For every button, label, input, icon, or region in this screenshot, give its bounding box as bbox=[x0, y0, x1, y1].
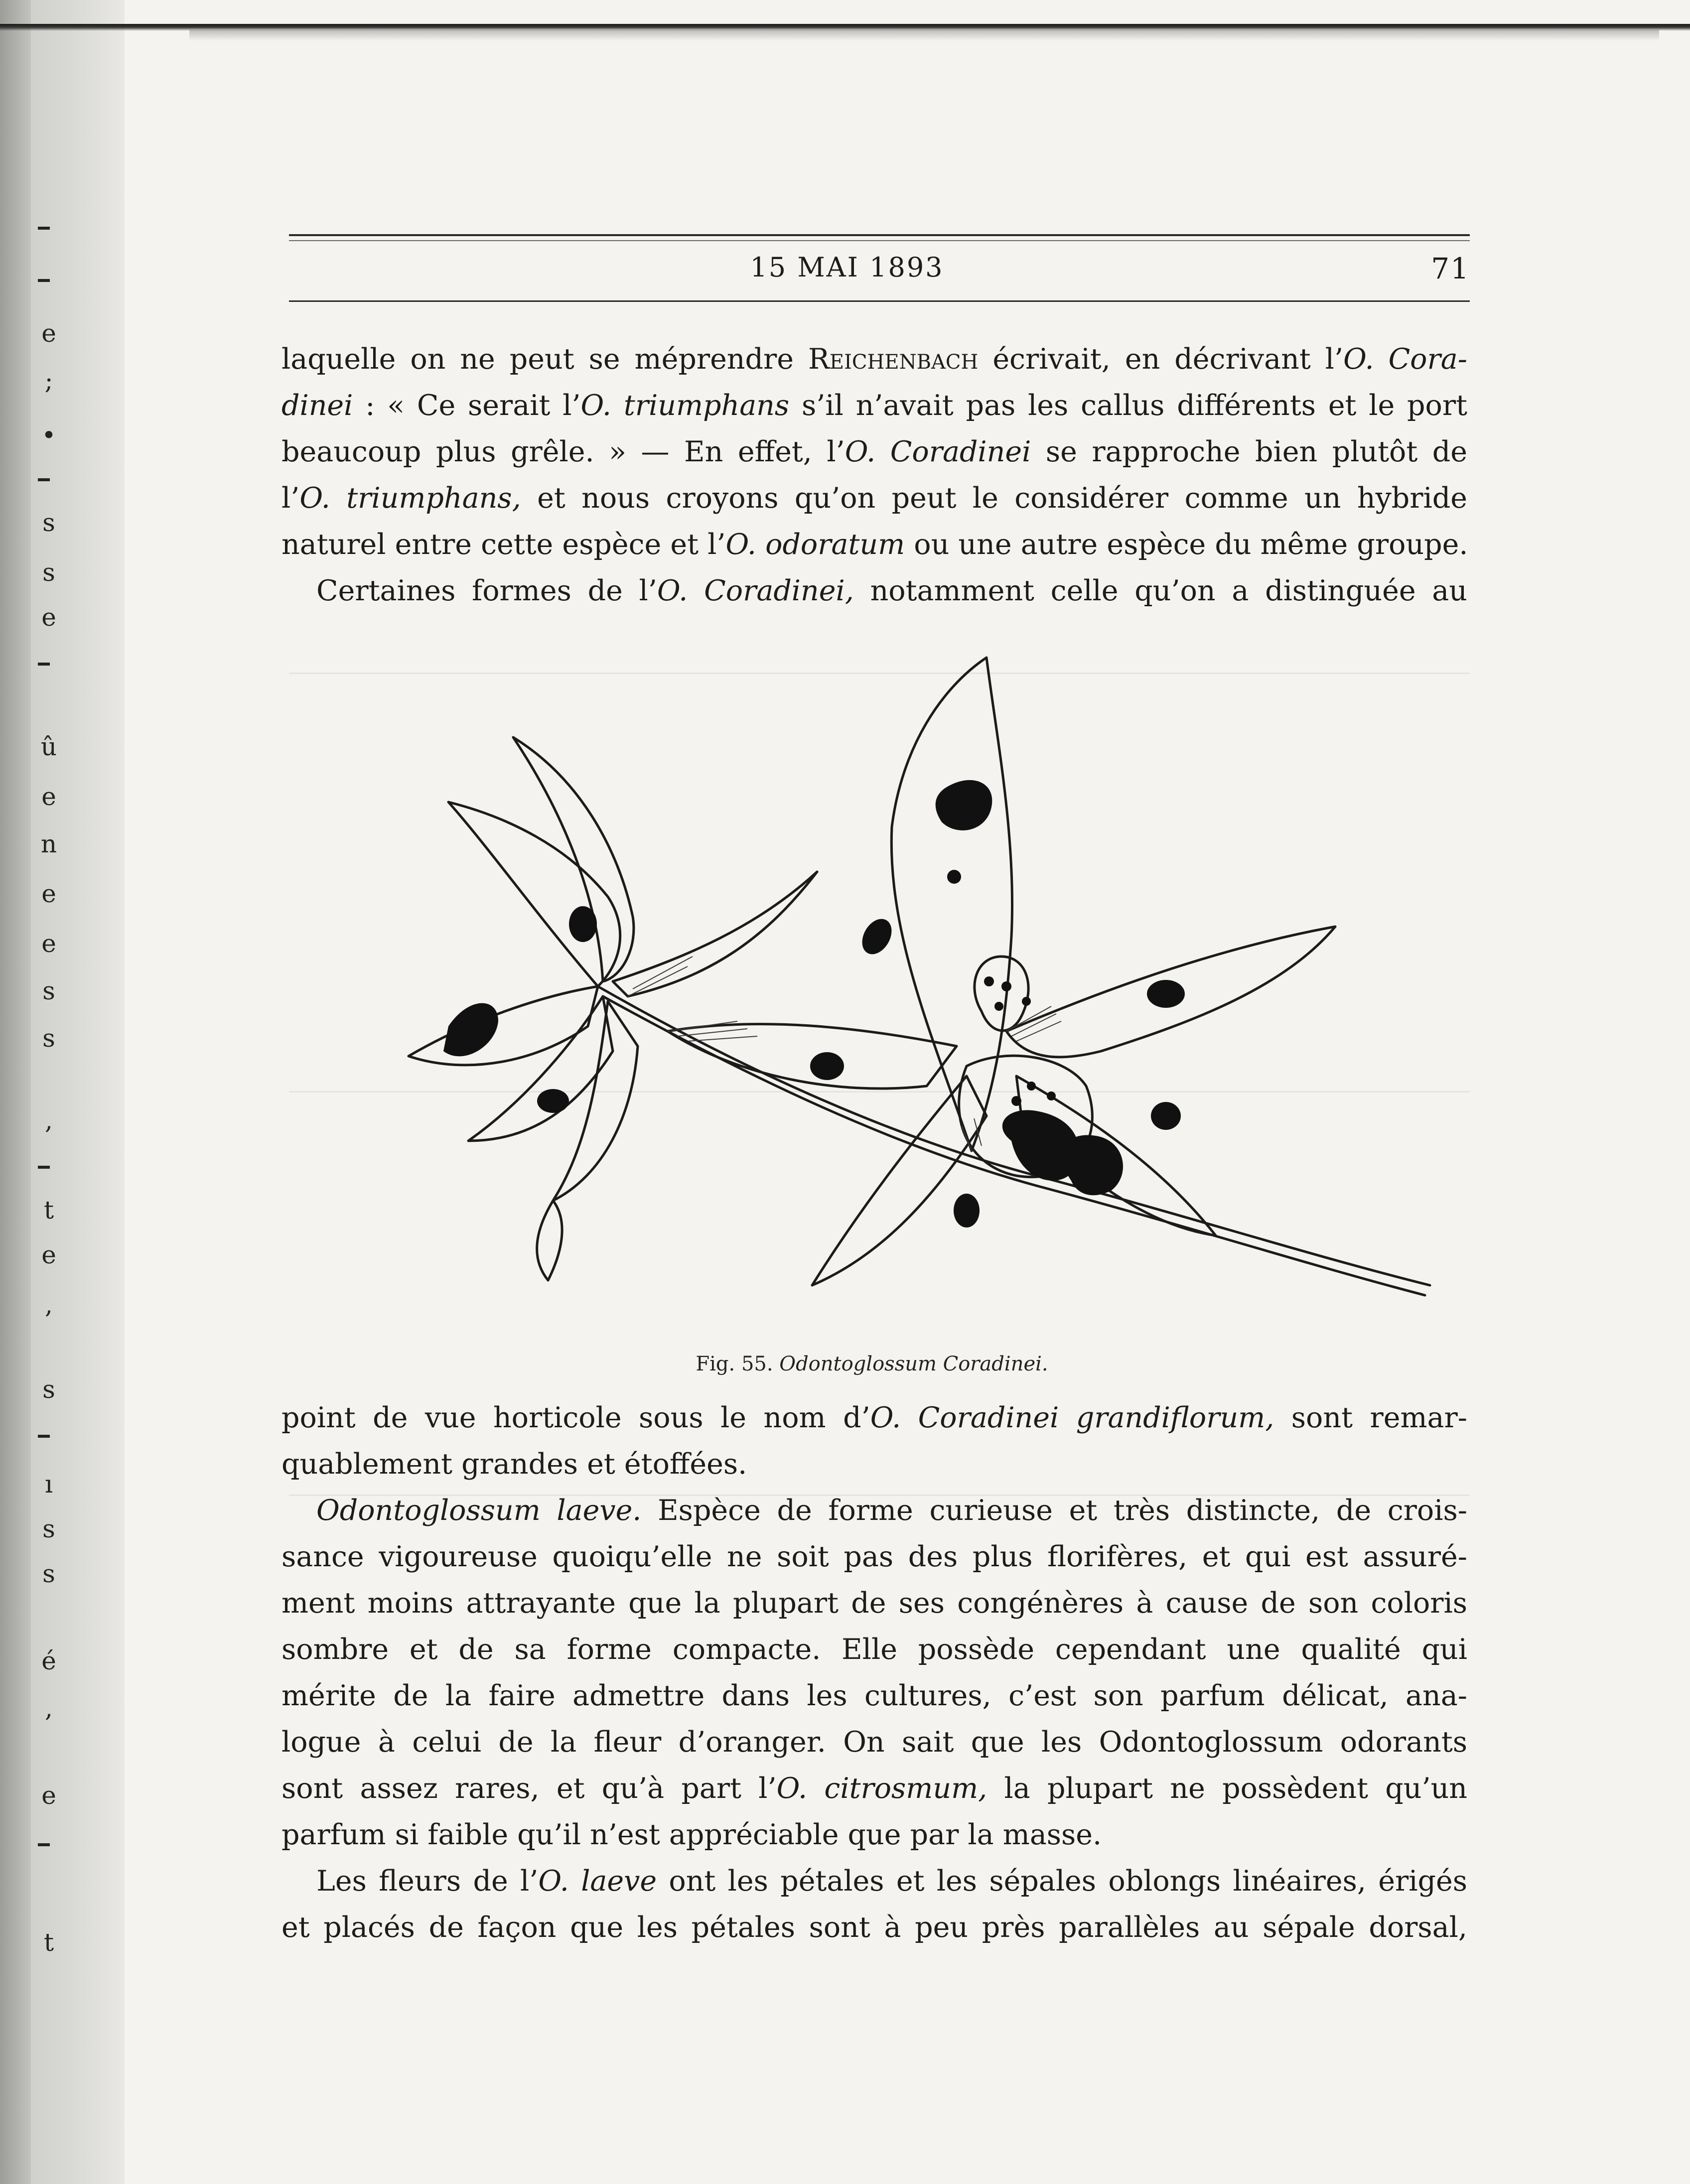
text-block-top bbox=[282, 336, 1467, 614]
text-line: sombre et de sa forme compacte. Elle possède cependant une qualité qui bbox=[282, 1633, 1467, 1666]
previous-page-margin bbox=[0, 0, 125, 2184]
species-name: O. Coradinei, bbox=[657, 574, 854, 607]
text-run: sont assez rares, et qu’à part l’ bbox=[282, 1772, 777, 1805]
text-run: Espèce de forme curieuse et très distincte, de crois- bbox=[641, 1494, 1467, 1527]
text-run: ont les pétales et les sépales oblongs linéaires, érigés bbox=[657, 1865, 1467, 1898]
species-name: Odontoglossum laeve. bbox=[316, 1494, 642, 1527]
text-run: se rapproche bien plutôt de bbox=[1031, 435, 1468, 468]
species-name: O. triumphans, bbox=[299, 482, 521, 515]
text-run: Les fleurs de l’ bbox=[316, 1865, 539, 1898]
species-name: O. citrosmum, bbox=[776, 1772, 987, 1805]
text-line: et placés de façon que les pétales sont à peu près parallèles au sépale dorsal, bbox=[282, 1911, 1467, 1944]
header-rule-bottom bbox=[289, 300, 1470, 302]
bleed-dash bbox=[38, 1166, 50, 1169]
bleed-glyph: e bbox=[41, 879, 56, 908]
bleed-glyph: s bbox=[42, 1375, 55, 1404]
bleed-glyph: s bbox=[42, 976, 55, 1005]
text-run: s’il n’avait pas les callus différents et le port bbox=[789, 389, 1467, 422]
text-line bbox=[282, 522, 1467, 568]
bleed-glyph: û bbox=[40, 732, 57, 761]
bleed-glyph: , bbox=[45, 1694, 53, 1723]
text-run: naturel entre cette espèce et l’ bbox=[282, 528, 726, 561]
text-line bbox=[282, 1858, 1467, 1905]
binding-shadow-fade bbox=[189, 30, 1659, 41]
text-run: point de vue horticole sous le nom d’ bbox=[282, 1401, 870, 1434]
text-run: ou une autre espèce du même groupe. bbox=[905, 528, 1468, 561]
header-rule-top bbox=[289, 234, 1470, 236]
text-line: ment moins attrayante que la plupart de ses congénères à cause de son coloris bbox=[282, 1587, 1467, 1620]
bleed-glyph: e bbox=[41, 1240, 56, 1269]
bleed-glyph: s bbox=[42, 508, 55, 537]
bleed-glyph: s bbox=[42, 1514, 55, 1543]
species-name: O. Cora- bbox=[1343, 343, 1467, 376]
bleed-glyph: t bbox=[43, 1196, 54, 1225]
bleed-glyph: , bbox=[45, 1106, 53, 1135]
bleed-dash bbox=[38, 1843, 50, 1846]
bleed-glyph: s bbox=[42, 1024, 55, 1053]
page-number: 71 bbox=[1431, 252, 1470, 285]
bleed-glyph: t bbox=[43, 1928, 54, 1957]
bleed-glyph: e bbox=[41, 603, 56, 632]
text-block-bottom bbox=[282, 1395, 1467, 1951]
species-name: O. Coradinei bbox=[845, 435, 1031, 468]
text-run: : « Ce serait l’ bbox=[353, 389, 581, 422]
text-line: sance vigoureuse quoiqu’elle ne soit pas des plus florifères, et qui est assuré- bbox=[282, 1540, 1467, 1573]
running-head-date: 15 MAI 1893 bbox=[750, 252, 944, 283]
bleed-glyph: n bbox=[40, 829, 57, 858]
bleed-glyph: s bbox=[42, 558, 55, 587]
text-run: quablement grandes et étoffées. bbox=[282, 1448, 747, 1481]
text-run: et nous croyons qu’on peut le considérer comme un hybride bbox=[521, 482, 1467, 515]
text-run: la plupart ne possèdent qu’un bbox=[987, 1772, 1467, 1805]
text-line bbox=[282, 1395, 1467, 1441]
text-line bbox=[282, 1488, 1467, 1534]
page-gutter-shadow bbox=[0, 0, 31, 2184]
species-name: dinei bbox=[282, 389, 353, 422]
species-name: O. laeve bbox=[538, 1865, 657, 1898]
text-line: mérite de la faire admettre dans les cultures, c’est son parfum délicat, ana- bbox=[282, 1679, 1467, 1712]
bleed-dash bbox=[38, 663, 50, 666]
text-line bbox=[282, 475, 1467, 522]
bleed-glyph: ; bbox=[44, 366, 53, 395]
text-run: l’ bbox=[282, 482, 300, 515]
figure-caption bbox=[548, 1353, 1196, 1375]
text-line: logue à celui de la fleur d’oranger. On sait que les Odontoglossum odorants bbox=[282, 1726, 1467, 1759]
text-line bbox=[282, 568, 1467, 614]
bleed-glyph: é bbox=[41, 1646, 56, 1675]
text-run: sont remar- bbox=[1274, 1401, 1467, 1434]
bleed-glyph: e bbox=[41, 782, 56, 811]
text-line bbox=[282, 1766, 1467, 1812]
orchid-illustration bbox=[389, 638, 1475, 1345]
text-run: Certaines formes de l’ bbox=[316, 574, 657, 607]
text-line bbox=[282, 1441, 1467, 1488]
text-line bbox=[282, 429, 1467, 475]
species-name: O. triumphans bbox=[580, 389, 790, 422]
text-line bbox=[282, 336, 1467, 383]
bleed-glyph: • bbox=[41, 421, 56, 450]
bleed-glyph: s bbox=[42, 1559, 55, 1588]
header-rule-thin bbox=[289, 240, 1470, 241]
text-run: notamment celle qu’on a distinguée au bbox=[853, 574, 1467, 607]
bleed-glyph: e bbox=[41, 319, 56, 348]
text-line: parfum si faible qu’il n’est appréciable que par la masse. bbox=[282, 1818, 1102, 1851]
bleed-glyph: e bbox=[41, 929, 56, 958]
species-name: O. Coradinei grandiflorum, bbox=[870, 1401, 1274, 1434]
caption-title: Odontoglossum Coradinei. bbox=[779, 1353, 1048, 1375]
bleed-dash bbox=[38, 227, 50, 230]
bleed-dash bbox=[38, 478, 50, 481]
caption-prefix: Fig. 55. bbox=[696, 1353, 780, 1375]
author-name: Reichenbach bbox=[808, 343, 979, 376]
text-run: écrivait, en décrivant l’ bbox=[978, 343, 1344, 376]
species-name: O. odoratum bbox=[725, 528, 905, 561]
bleed-glyph: e bbox=[41, 1781, 56, 1810]
text-run: laquelle on ne peut se méprendre bbox=[282, 343, 808, 376]
bleed-glyph: ı bbox=[45, 1470, 53, 1499]
bleed-dash bbox=[38, 1435, 50, 1438]
text-line bbox=[282, 383, 1467, 429]
text-run: beaucoup plus grêle. » — En effet, l’ bbox=[282, 435, 845, 468]
bleed-glyph: , bbox=[45, 1290, 53, 1319]
bleed-dash bbox=[38, 279, 50, 282]
